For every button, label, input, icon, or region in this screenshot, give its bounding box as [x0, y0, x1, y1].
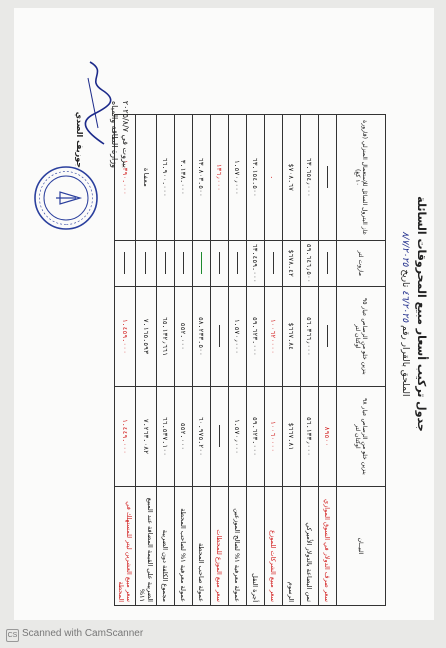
table-cell — [211, 286, 229, 386]
table-row — [211, 115, 229, 606]
table-header-row — [337, 115, 386, 606]
table-row — [283, 115, 301, 606]
table-cell: ٧.١٦٥.٥٩٣ — [136, 286, 157, 386]
table-cell: ٥٩.٦٢٣.٠٠٠ — [247, 386, 265, 486]
table-cell: ١٠٠٦٠٠٠٠ — [265, 386, 283, 486]
empty-dash — [219, 425, 220, 447]
empty-dash — [165, 252, 166, 274]
table-cell: ٦٣.٨٠٣.٥٠٠ — [193, 115, 211, 241]
table-cell — [157, 240, 175, 286]
table-cell: ١.٤٤٩.٠٠٠ — [115, 386, 136, 486]
empty-dash — [219, 252, 220, 274]
table-cell — [175, 240, 193, 286]
ministry-name: وزارة الطاقة والمياه — [110, 100, 119, 168]
empty-dash — [201, 252, 202, 274]
table-cell — [211, 386, 229, 486]
table-cell — [136, 240, 157, 286]
table-cell: . — [265, 115, 283, 241]
table-cell: ٦٧٨.٤٢$ — [283, 240, 301, 286]
table-cell: ١.٣٩٠.٠٠٠ — [115, 115, 136, 241]
document-subtitle — [400, 164, 410, 464]
table-cell: ٧.٢٦٣.٠٨٢ — [136, 386, 157, 486]
table-cell: ٧٠٨.٦٧$ — [283, 115, 301, 241]
table-cell: ١.٥٧٠٫٠٠٠ — [229, 286, 247, 386]
table-cell — [265, 240, 283, 286]
table-row — [319, 115, 337, 606]
camscanner-icon: CS — [6, 629, 19, 642]
table-cell: ٦٣.٤٥٩.٠٠٠ — [247, 240, 265, 286]
table-cell — [115, 240, 136, 286]
place-date: بيروت في ٢٠٢٥/٨/٧ — [121, 100, 130, 168]
header-lpg: غاز البترول السائل للإستعمال المنزلي (قارورة ١٠ كغ) — [337, 115, 386, 241]
table-cell: ٥٥٢.٠٠٠ — [175, 286, 193, 386]
watermark-text: Scanned with CamScanner — [22, 628, 144, 639]
decision-date: ٨/٧/٢٠٢٥ — [400, 231, 410, 267]
table-cell: ٣.١٣٨.٠٠٠ — [175, 115, 193, 241]
row-label: ثمن البضاعة بالدولار الأميركي — [301, 487, 319, 606]
table-cell: معفاة — [136, 115, 157, 241]
empty-dash — [183, 252, 184, 274]
table-cell: ٥٦.١٣٣٫٠٠٠ — [301, 386, 319, 486]
table-cell: ٥٩.٦٢٣.٠٠٠ — [247, 286, 265, 386]
table-row — [265, 115, 283, 606]
table-cell: ٦٦.٥٣٧.١٠٠ — [157, 386, 175, 486]
table-cell: ٦٣.٦٥٤٫٠٠٠ — [301, 115, 319, 241]
empty-dash — [237, 252, 238, 274]
table-cell: ٦٦٧.٨١$ — [283, 386, 301, 486]
decision-number: ٤٦/٢٠٢٥ — [400, 290, 410, 323]
table-row — [193, 115, 211, 606]
table-cell: ١.٥٧٠٫٠٠٠ — [229, 386, 247, 486]
empty-dash — [327, 325, 328, 347]
header-description: البيــان — [337, 487, 386, 606]
table-cell: ٥٩.٦٤٦٫٥٠٠ — [301, 240, 319, 286]
signature-block — [75, 18, 130, 168]
table-cell: ١٠٠٦٢٠٠٠٠ — [265, 286, 283, 386]
row-label: الرسوم — [283, 487, 301, 606]
official-stamp — [32, 164, 100, 232]
table-row — [301, 115, 319, 606]
table-row — [247, 115, 265, 606]
row-label: سعر مبيع العشرين ليتر للمستهلك في المحطة — [115, 487, 136, 606]
row-label: عمولة معرفية ١% لصاحب المحطة — [175, 487, 193, 606]
table-cell: ٦٠.٩٧٥.٢٠٠ — [193, 386, 211, 486]
empty-dash — [273, 252, 274, 274]
table-cell — [319, 115, 337, 241]
empty-dash — [146, 252, 147, 274]
row-label: سعر مبيع الشركات للموزع — [265, 487, 283, 606]
row-label: مجموع الكلفة دون الضريبة — [157, 487, 175, 606]
table-row — [175, 115, 193, 606]
row-label: عمولة معرفية ١% لصالح الموزعين — [229, 487, 247, 606]
scanned-page — [14, 8, 434, 620]
row-label: عمولة صاحب المحطة — [193, 487, 211, 606]
table-row — [115, 115, 136, 606]
row-label: سعر مبيع الموزع للمحطات — [211, 487, 229, 606]
table-cell: ٦٦.٩٠٠.٠٠٠ — [157, 115, 175, 241]
table-cell — [319, 240, 337, 286]
empty-dash — [327, 252, 328, 274]
table-cell — [211, 240, 229, 286]
minister-name: جوزيف الصدي — [75, 111, 84, 168]
table-row — [157, 115, 175, 606]
table-cell — [319, 286, 337, 386]
header-gasoline-95: بنزين خلو من الرصاص عيار ٩٥ اوكتان لتر — [337, 286, 386, 386]
handwritten-signature — [82, 58, 112, 148]
table-cell: ١.٤٥٩.٠٠٠ — [115, 286, 136, 386]
header-gasoline-98: بنزين خلو من الرصاص عيار ٩٨ اوكتان لتر — [337, 386, 386, 486]
row-label: الضريبة على القيمة المضافة عند المبيع ١١% — [136, 487, 157, 606]
empty-dash — [219, 325, 220, 347]
table-cell: ٨٩٥٠٠ — [319, 386, 337, 486]
empty-dash — [125, 252, 126, 274]
table-cell: ٦٦٧.٨٤$ — [283, 286, 301, 386]
table-cell: ١٣٦٫٠٠٠ — [211, 115, 229, 241]
table-cell: ٦٣.١٥٤.٥٠٠ — [247, 115, 265, 241]
document-title: جدول تركيب أسعار مبيع المحروقات السائلة — [415, 196, 428, 432]
rotated-document — [20, 14, 430, 614]
table-cell: ٥٦.٣٦٦٫٠٠٠ — [301, 286, 319, 386]
table-row — [229, 115, 247, 606]
prices-table — [114, 114, 386, 606]
table-cell: ٦٥.١٣٢٫٦٦١ — [157, 286, 175, 386]
date-word: تاريخ — [400, 269, 410, 288]
row-label: أجرة النقل — [247, 487, 265, 606]
camscanner-watermark — [6, 628, 143, 642]
table-cell: ١.٥٧٠٫٠٠٠ — [229, 115, 247, 241]
header-diesel: مازوت لتر — [337, 240, 386, 286]
table-cell — [229, 240, 247, 286]
table-cell — [193, 240, 211, 286]
subtitle-prefix: الملحق بالقرار رقم — [400, 325, 410, 397]
empty-dash — [327, 166, 328, 188]
table-body — [115, 115, 337, 606]
table-cell: ٥٨.٢٣٣.٥٠٠ — [193, 286, 211, 386]
table-cell: ٥٥٢.٠٠٠ — [175, 386, 193, 486]
table-row — [136, 115, 157, 606]
row-label: سعر صرف الدولار في السوق الموازي — [319, 487, 337, 606]
